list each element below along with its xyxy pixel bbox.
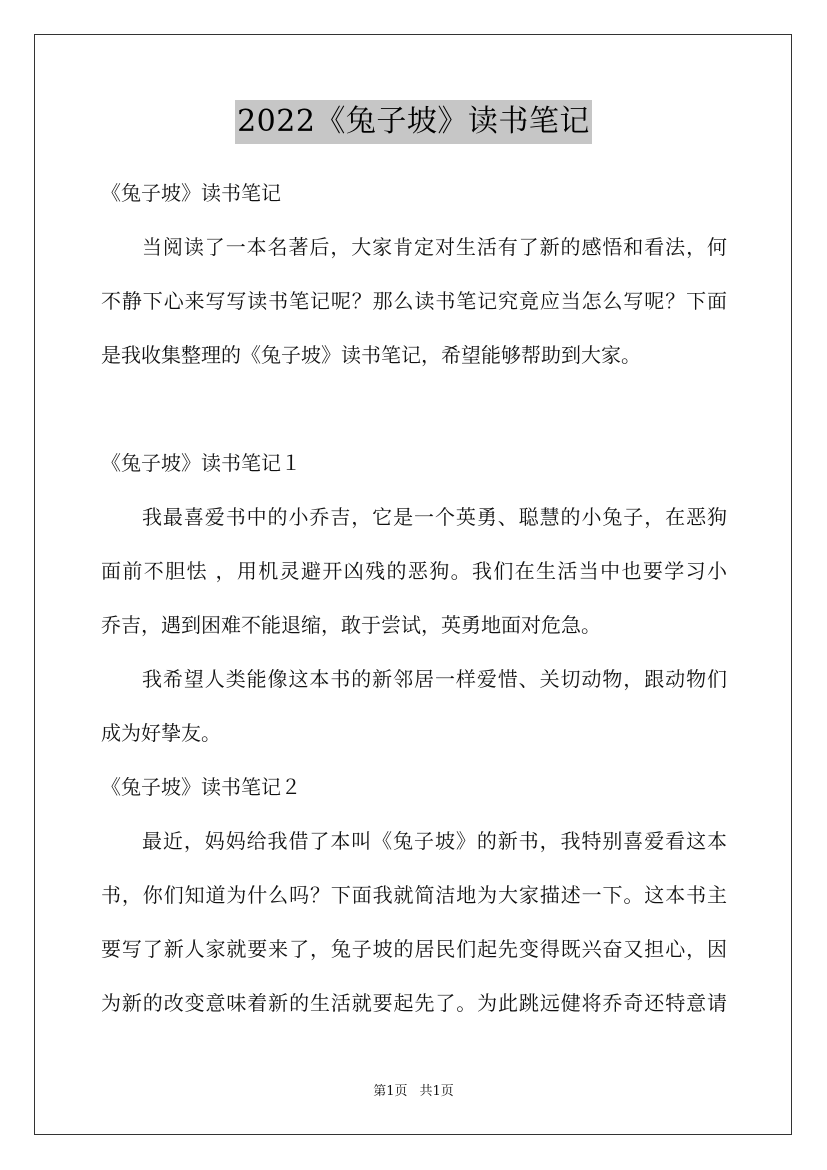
paragraph-line: 我最喜爱书中的小乔吉，它是一个英勇、聪慧的小兔子，在恶狗 <box>142 505 727 529</box>
paragraph-line: 面前不胆怯 ，用机灵避开凶残的恶狗。我们在生活当中也要学习小 <box>101 559 727 583</box>
paragraph-line: 我希望人类能像这本书的新邻居一样爱惜、关切动物，跟动物们 <box>142 667 727 691</box>
paragraph-line: 是我收集整理的《兔子坡》读书笔记，希望能够帮助到大家。 <box>101 343 641 367</box>
title-block <box>0 100 827 144</box>
section-heading: 《兔子坡》读书笔记 <box>101 181 281 205</box>
paragraph-line: 成为好挚友。 <box>101 721 221 745</box>
paragraph-line: 当阅读了一本名著后，大家肯定对生活有了新的感悟和看法，何 <box>142 235 727 259</box>
page-footer <box>0 1082 827 1102</box>
document-body <box>101 166 727 1030</box>
paragraph-line: 最近，妈妈给我借了本叫《兔子坡》的新书，我特别喜爱看这本 <box>142 829 727 853</box>
document-title: 2022《兔子坡》读书笔记 <box>235 100 592 144</box>
paragraph-line: 为新的改变意味着新的生活就要起先了。为此跳远健将乔奇还特意请 <box>101 991 727 1015</box>
section-heading: 《兔子坡》读书笔记１ <box>101 451 301 475</box>
page-number: 第1页 <box>373 1084 408 1099</box>
page-total: 共1页 <box>419 1084 454 1099</box>
paragraph-line: 乔吉，遇到困难不能退缩，敢于尝试，英勇地面对危急。 <box>101 613 601 637</box>
blank-line <box>101 382 727 436</box>
paragraph-line: 书，你们知道为什么吗？下面我就简洁地为大家描述一下。这本书主 <box>101 883 727 907</box>
paragraph-line: 要写了新人家就要来了，兔子坡的居民们起先变得既兴奋又担心，因 <box>101 937 727 961</box>
section-heading: 《兔子坡》读书笔记２ <box>101 775 301 799</box>
paragraph-line: 不静下心来写写读书笔记呢？那么读书笔记究竟应当怎么写呢？下面 <box>101 289 727 313</box>
